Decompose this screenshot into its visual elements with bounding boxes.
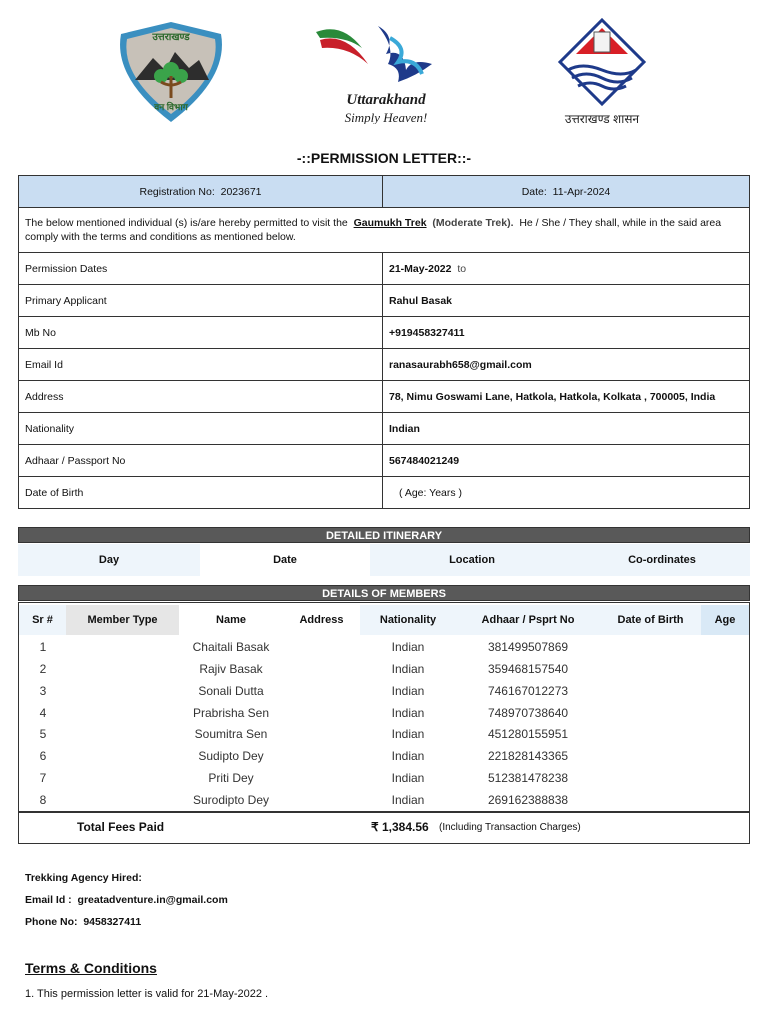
itinerary-col-day: Day [18,544,200,576]
agency-phone-value: 9458327411 [83,916,142,928]
registration-number: 2023671 [220,185,262,198]
table-row: 4 Prabrisha Sen Indian 748970738640 [39,706,569,720]
registration-cell [19,176,383,208]
members-column-headers [19,605,749,635]
agency-email: Email Id : greatadventure.in@gmail.com [25,894,228,906]
members-col-nationality: Nationality [360,605,456,635]
page-title: -::PERMISSION LETTER::- [296,150,472,166]
itinerary-col-date: Date [200,544,370,576]
members-col-sr: Sr # [19,605,66,635]
agency-heading: Trekking Agency Hired: [25,872,142,884]
forest-department-logo [113,18,229,124]
members-col-dob: Date of Birth [600,605,701,635]
itinerary-heading: DETAILED ITINERARY [18,527,750,543]
itinerary-col-coordinates: Co-ordinates [574,544,750,576]
members-col-age: Age [701,605,749,635]
table-row: 7 Priti Dey Indian 512381478238 [39,771,569,785]
members-col-member-type: Member Type [66,605,179,635]
detail-row-email: Email Id ranasaurabh658@gmail.com [19,349,750,381]
agency-email-value: greatadventure.in@gmail.com [77,894,228,906]
members-table [18,602,750,844]
svg-text:Simply Heaven!: Simply Heaven! [344,110,428,124]
intro-text: The below mentioned individual (s) is/are hereby permitted to visit the Gaumukh Trek (Moderate Trek). He / She / They shall, while in the said area comply with the terms and conditions as mentioned below. [19,208,750,253]
total-fees-row [19,811,749,845]
members-col-name: Name [179,605,283,635]
svg-text:वन विभाग: वन विभाग [154,102,188,112]
registration-header-row [19,176,750,208]
itinerary-col-location: Location [370,544,574,576]
header-logos [0,10,768,130]
svg-text:उत्तराखण्ड: उत्तराखण्ड [152,32,190,43]
table-row: 3 Sonali Dutta Indian 746167012273 [39,684,569,698]
table-row: 6 Sudipto Dey Indian 221828143365 [39,749,569,763]
agency-phone: Phone No: 9458327411 [25,916,142,928]
detail-row-id-number: Adhaar / Passport No 567484021249 [19,445,750,477]
uttarakhand-tourism-logo [312,18,448,124]
registration-label: Registration No: [139,185,215,198]
issue-date-value: 11-Apr-2024 [552,185,611,198]
svg-text:Uttarakhand: Uttarakhand [346,92,426,108]
intro-row [19,208,750,253]
members-col-address: Address [283,605,360,635]
trek-name: Gaumukh Trek [353,217,427,229]
permission-details-table [18,175,750,509]
detail-row-address: Address 78, Nimu Goswami Lane, Hatkola, Hatkola, Kolkata , 700005, India [19,381,750,413]
detail-row-permission-dates: Permission Dates 21-May-2022 to [19,253,750,285]
issue-date-label: Date: [521,185,547,198]
detail-row-mobile: Mb No +919458327411 [19,317,750,349]
total-fees-label: Total Fees Paid [77,820,165,834]
itinerary-column-headers [18,544,750,576]
members-col-id: Adhaar / Psprt No [456,605,600,635]
table-row: 8 Surodipto Dey Indian 269162388838 [39,793,569,807]
total-fees-note: (Including Transaction Charges) [439,822,581,833]
members-heading: DETAILS OF MEMBERS [18,585,750,601]
terms-title: Terms & Conditions [25,960,157,976]
uttarakhand-government-emblem [548,18,656,128]
trek-grade: (Moderate Trek). [432,217,514,229]
total-fees-amount: ₹ 1,384.56 [371,820,429,834]
detail-row-nationality: Nationality Indian [19,413,750,445]
terms-item: 1. This permission letter is valid for 21-May-2022 . [25,988,269,1000]
issue-date-cell [383,176,750,208]
detail-row-primary-applicant: Primary Applicant Rahul Basak [19,285,750,317]
detail-row-date-of-birth: Date of Birth ( Age: Years ) [19,477,750,509]
table-row: 2 Rajiv Basak Indian 359468157540 [39,662,569,676]
table-row: 5 Soumitra Sen Indian 451280155951 [39,727,569,741]
table-row: 1 Chaitali Basak Indian 381499507869 [39,640,569,654]
svg-text:उत्तराखण्ड शासन: उत्तराखण्ड शासन [564,112,640,126]
